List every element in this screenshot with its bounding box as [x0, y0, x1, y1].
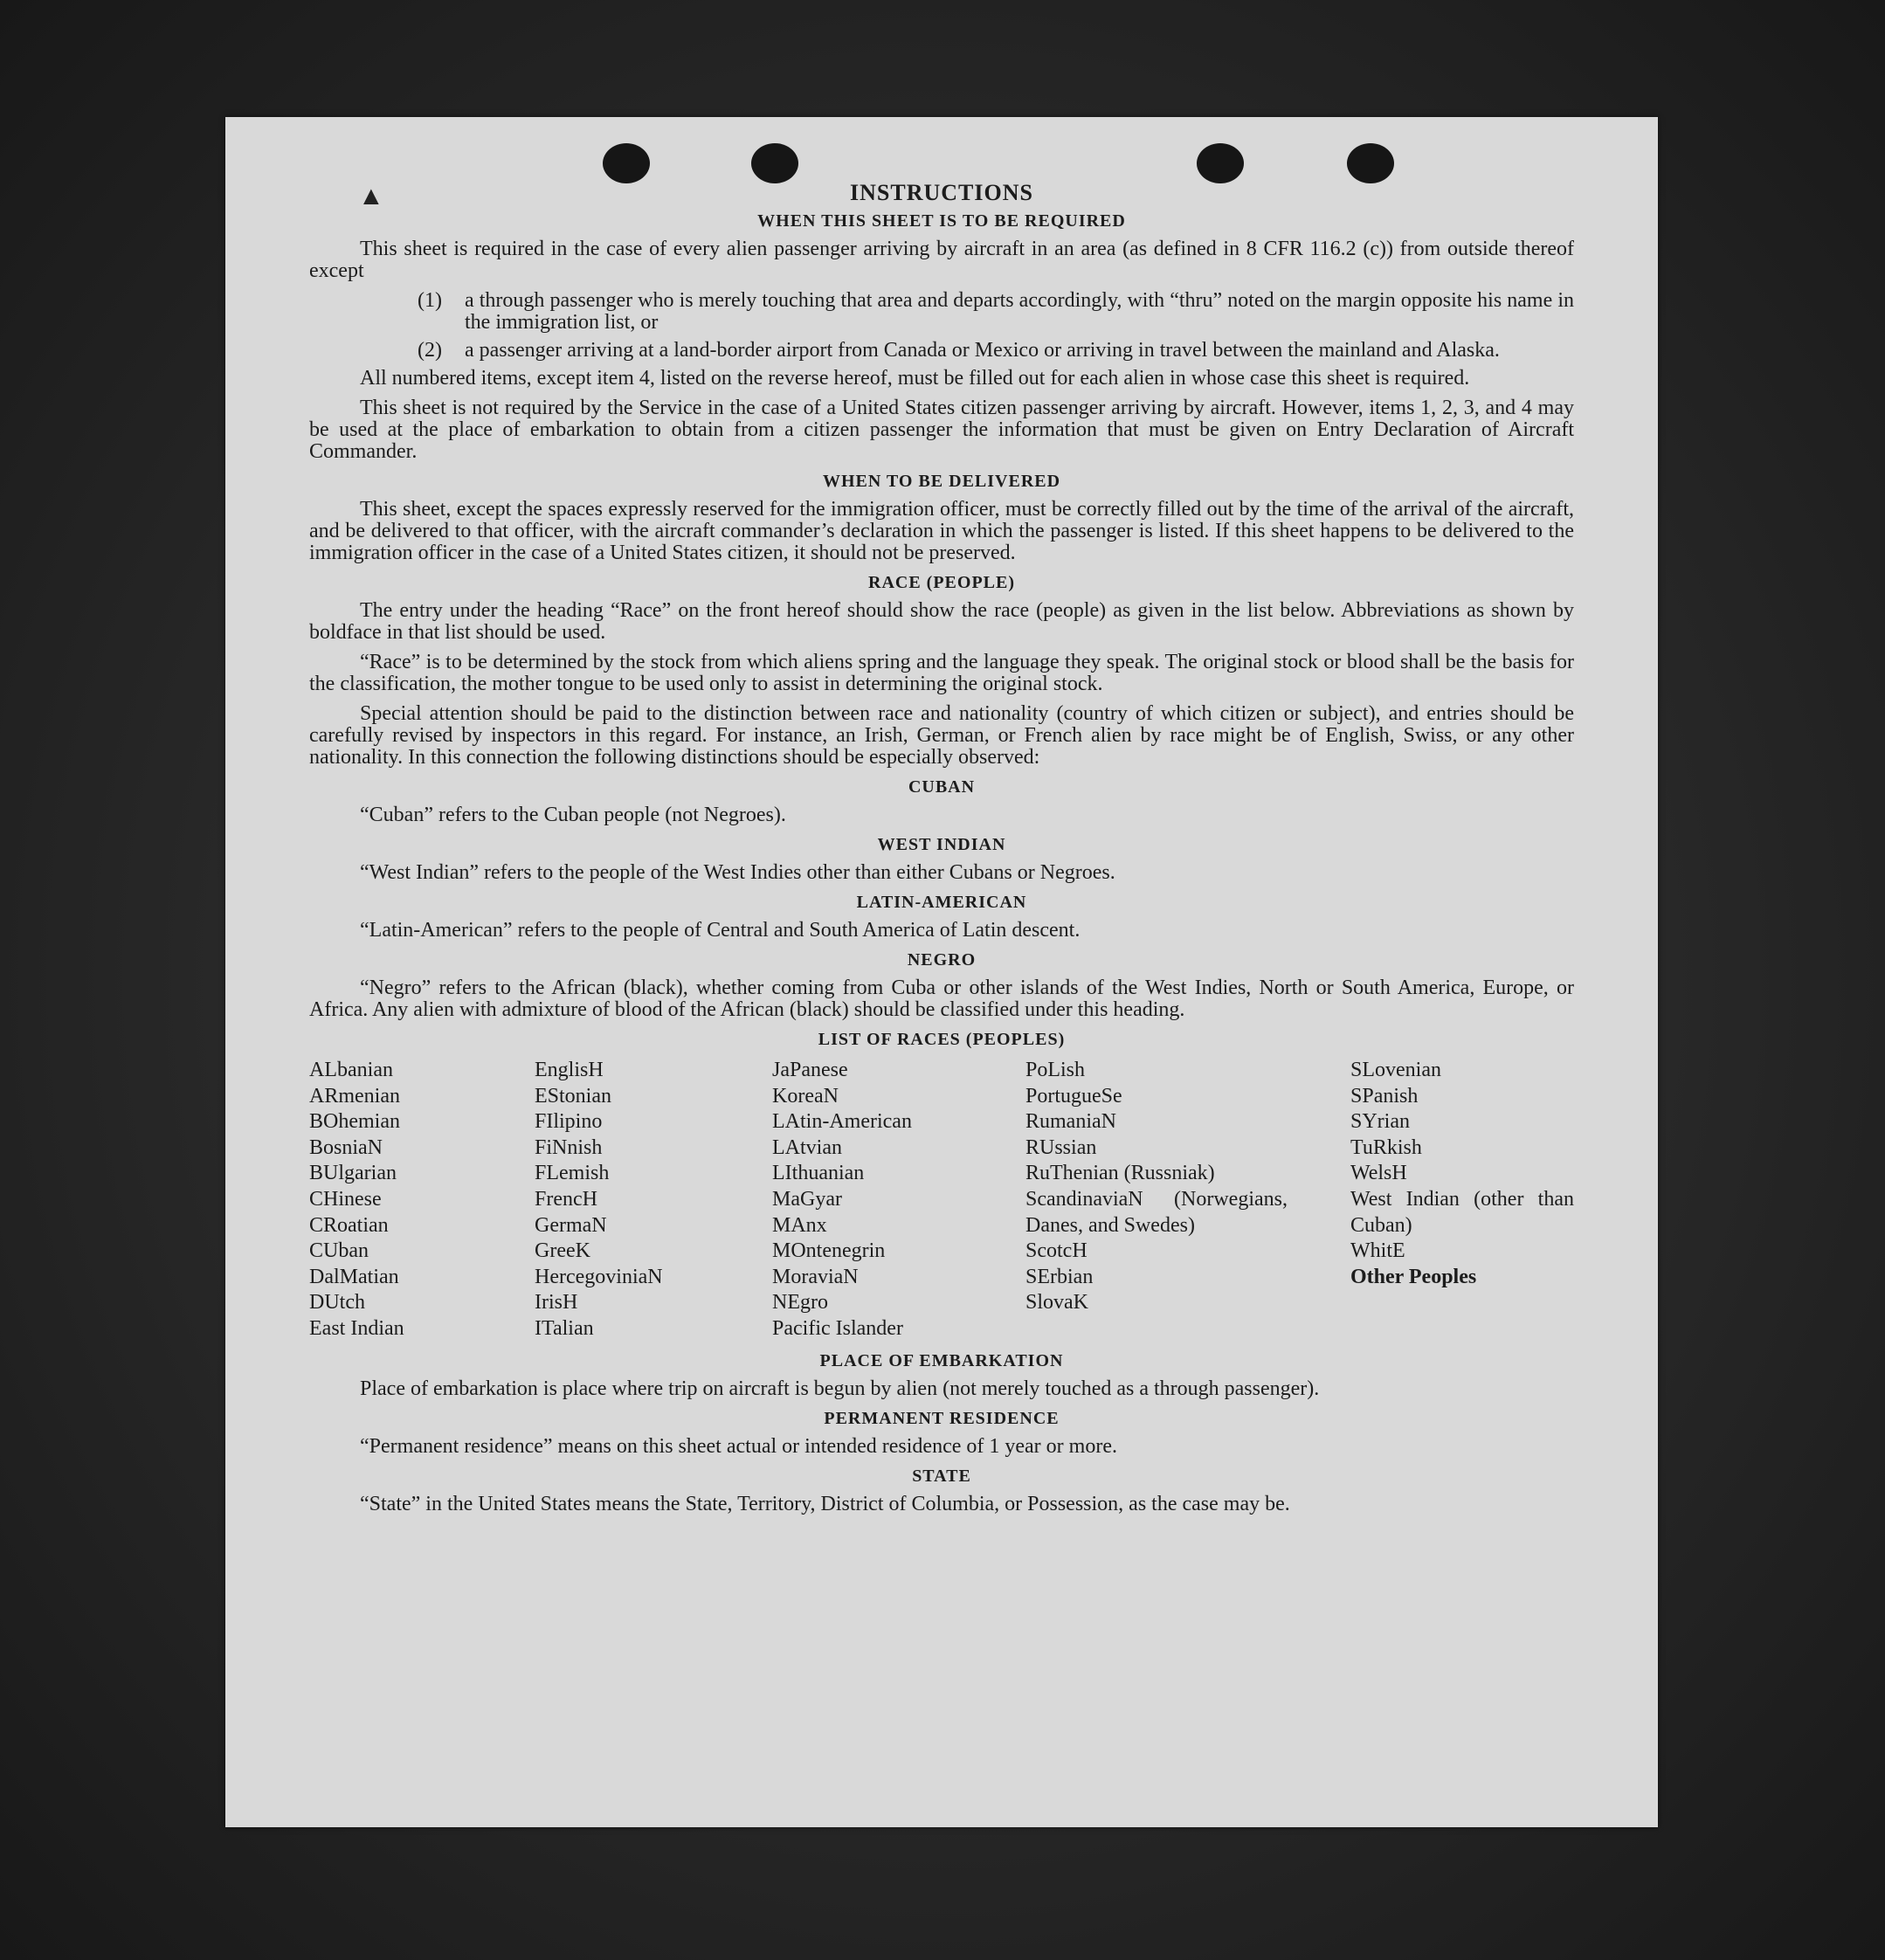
heading-when-required: WHEN THIS SHEET IS TO BE REQUIRED [757, 211, 1126, 231]
race-item: WhitE [1350, 1239, 1405, 1263]
list-item [309, 290, 1574, 334]
item-number: (2) [418, 339, 442, 362]
paragraph: Special attention should be paid to the distinction between race and nationality (country of which citizen or subject), and entries should be carefully revised by inspectors in this regard. For instance, an Irish, German, or French alien by race might be of English, Swiss, or any other nationality. In this connection the following distinctions should be especially observed: [309, 702, 1574, 769]
race-item: CRoatian [309, 1213, 389, 1237]
race-column [1350, 1058, 1574, 1342]
race-item: RUssian [1025, 1135, 1097, 1159]
paragraph: “West Indian” refers to the people of the West Indies other than either Cubans or Negroes. [360, 861, 1115, 884]
paragraph: “Cuban” refers to the Cuban people (not Negroes). [360, 804, 786, 826]
race-item: MaGyar [772, 1187, 842, 1211]
race-item: Other Peoples [1350, 1265, 1477, 1288]
heading-race: RACE (PEOPLE) [868, 573, 1015, 592]
race-item: PortugueSe [1025, 1084, 1122, 1108]
race-item: BOhemian [309, 1110, 400, 1134]
heading-list-of-races: LIST OF RACES (PEOPLES) [818, 1030, 1066, 1049]
paragraph: The entry under the heading “Race” on the front hereof should show the race (people) as given in the list below. Abbreviations as shown by boldface in that list should be used. [309, 599, 1574, 644]
race-item: IrisH [535, 1291, 578, 1315]
heading-cuban: CUBAN [908, 777, 976, 797]
race-item: RumaniaN [1025, 1110, 1116, 1134]
race-item: LAtvian [772, 1135, 842, 1159]
race-item: ALbanian [309, 1059, 393, 1081]
race-item: DalMatian [309, 1265, 399, 1288]
race-item: SPanish [1350, 1084, 1419, 1108]
race-item: CHinese [309, 1187, 382, 1211]
race-item: EnglisH [535, 1059, 604, 1081]
heading-when-delivered: WHEN TO BE DELIVERED [822, 472, 1061, 491]
item-number: (1) [418, 289, 442, 312]
race-item: MoraviaN [772, 1265, 859, 1288]
race-item: FLemish [535, 1162, 610, 1185]
race-item: EStonian [535, 1084, 611, 1108]
race-item: FIlipino [535, 1110, 603, 1134]
race-item: SlovaK [1025, 1291, 1088, 1315]
race-column [309, 1058, 535, 1342]
heading-permanent-residence: PERMANENT RESIDENCE [824, 1408, 1060, 1428]
paragraph: All numbered items, except item 4, listed on the reverse hereof, must be filled out for each alien in whose case this sheet is required. [360, 367, 1470, 390]
race-item: FrencH [535, 1187, 597, 1211]
race-item: ScandinaviaN (Norwegians, Danes, and Swedes) [1025, 1187, 1288, 1237]
race-item: DUtch [309, 1291, 365, 1315]
race-column [535, 1058, 772, 1342]
race-column [1025, 1058, 1350, 1342]
paragraph: “Race” is to be determined by the stock from which aliens spring and the language they speak. The original stock or blood shall be the basis for the classification, the mother tongue to be used only to assist in determining the original stock. [309, 651, 1574, 695]
page-title: INSTRUCTIONS [850, 180, 1033, 205]
heading-west-indian: WEST INDIAN [877, 835, 1006, 854]
race-item: MAnx [772, 1213, 827, 1237]
paragraph: This sheet is required in the case of every alien passenger arriving by aircraft in an area (as defined in 8 CFR 116.2 (c)) from outside thereof except [309, 238, 1574, 282]
race-item: SYrian [1350, 1110, 1410, 1134]
race-item: PoLish [1025, 1059, 1086, 1081]
race-item: GreeK [535, 1239, 590, 1263]
race-item: Pacific Islander [772, 1316, 903, 1340]
heading-latin-american: LATIN-AMERICAN [856, 893, 1027, 912]
paragraph: “Latin-American” refers to the people of Central and South America of Latin descent. [360, 919, 1081, 942]
race-item: KoreaN [772, 1084, 839, 1108]
race-column [772, 1058, 1025, 1342]
race-item: BUlgarian [309, 1162, 397, 1185]
race-item: LAtin-American [772, 1110, 912, 1134]
paragraph: “State” in the United States means the State, Territory, District of Columbia, or Possession, as the case may be. [360, 1492, 1290, 1515]
paragraph: This sheet is not required by the Service in the case of a United States citizen passenger arriving by aircraft. However, items 1, 2, 3, and 4 may be used at the place of embarkation to obtain from a citizen passenger the information that must be given on Entry Declaration of Aircraft Commander. [309, 397, 1574, 463]
instructions-body [309, 182, 1574, 1523]
instruction-sheet [225, 117, 1658, 1827]
heading-state: STATE [912, 1466, 971, 1486]
list-item [309, 340, 1574, 362]
paragraph: “Negro” refers to the African (black), whether coming from Cuba or other islands of the West Indies, North or South America, Europe, or Africa. Any alien with admixture of blood of the African (black) should be classified under this heading. [309, 977, 1574, 1021]
race-item: CUban [309, 1239, 369, 1263]
race-item: JaPanese [772, 1059, 848, 1081]
race-item: BosniaN [309, 1135, 383, 1159]
race-item: HercegoviniaN [535, 1265, 663, 1288]
punch-hole [603, 143, 650, 183]
heading-place-of-embarkation: PLACE OF EMBARKATION [819, 1350, 1064, 1370]
race-item: NEgro [772, 1291, 828, 1315]
race-item: West Indian (other than Cuban) [1350, 1187, 1574, 1237]
race-item: East Indian [309, 1316, 404, 1340]
race-item: LIthuanian [772, 1162, 865, 1185]
race-item: TuRkish [1350, 1135, 1422, 1159]
race-item: ScotcH [1025, 1239, 1088, 1263]
punch-hole [1197, 143, 1244, 183]
punch-hole [1347, 143, 1394, 183]
race-item: MOntenegrin [772, 1239, 886, 1263]
punch-hole [751, 143, 798, 183]
item-text: a through passenger who is merely touching that area and departs accordingly, with “thru” noted on the margin opposite his name in the immigration list, or [465, 289, 1574, 334]
paragraph: Place of embarkation is place where trip on aircraft is begun by alien (not merely touched as a through passenger). [360, 1377, 1320, 1400]
race-item: SLovenian [1350, 1059, 1441, 1081]
item-text: a passenger arriving at a land-border airport from Canada or Mexico or arriving in travel between the mainland and Alaska. [465, 339, 1500, 362]
race-item: FiNnish [535, 1135, 603, 1159]
race-item: ARmenian [309, 1084, 400, 1108]
heading-negro: NEGRO [907, 950, 977, 970]
paragraph: “Permanent residence” means on this sheet actual or intended residence of 1 year or more. [360, 1434, 1117, 1458]
triangle-mark-icon: ▲ [358, 182, 384, 210]
race-item: SErbian [1025, 1265, 1094, 1288]
race-item: ITalian [535, 1316, 594, 1340]
race-item: WelsH [1350, 1162, 1407, 1185]
race-list [309, 1058, 1574, 1342]
paragraph: This sheet, except the spaces expressly reserved for the immigration officer, must be correctly filled out by the time of the arrival of the aircraft, and be delivered to that officer, with the aircraft commander’s declaration in which the passenger is listed. If this sheet happens to be delivered to the immigration officer in the case of a United States citizen, it should not be preserved. [309, 498, 1574, 564]
race-item: RuThenian (Russniak) [1025, 1162, 1215, 1185]
race-item: GermaN [535, 1213, 607, 1237]
